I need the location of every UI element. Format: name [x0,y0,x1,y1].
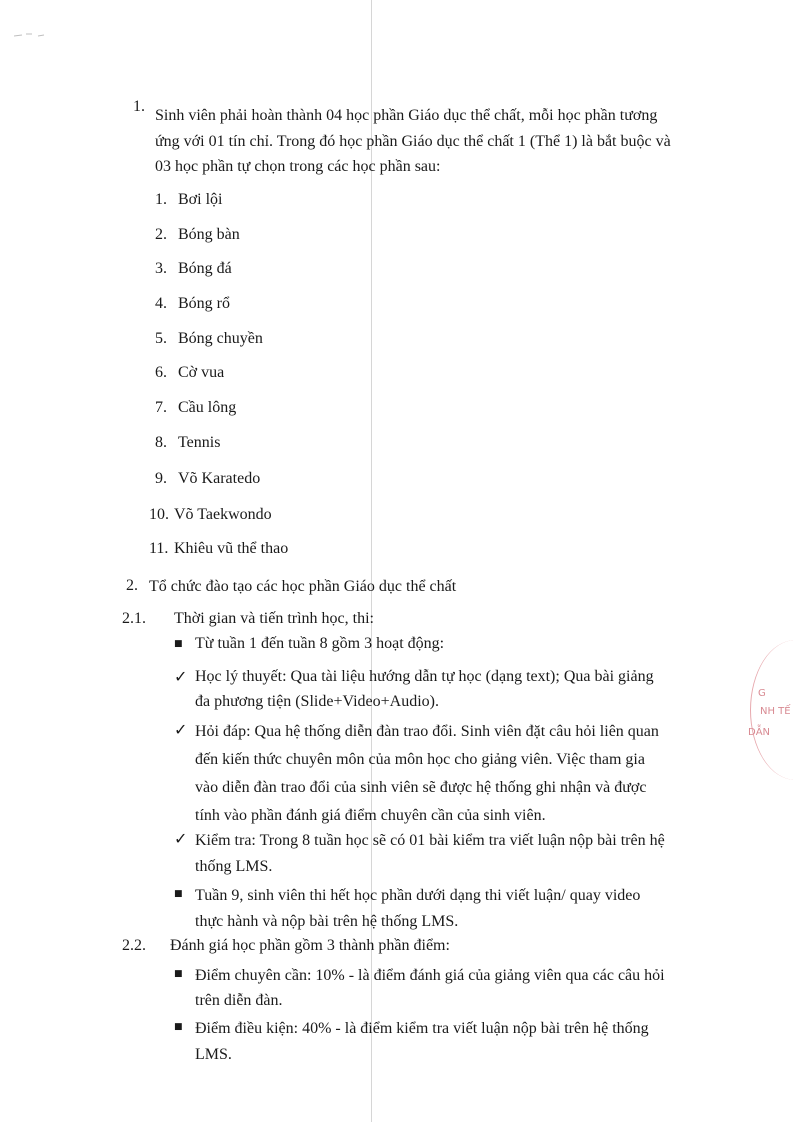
check-text: Hỏi đáp: Qua hệ thống diễn đàn trao đổi. Sinh viên đặt câu hỏi liên quan [195,723,659,740]
square-bullet-icon: ■ [174,1022,183,1032]
sport-number: 10. [149,506,169,523]
sport-number: 9. [155,470,167,487]
sport-number: 2. [155,226,167,243]
sport-item: Võ Karatedo [178,470,261,487]
sport-number: 4. [155,295,167,312]
item-1-line: 03 học phần tự chọn trong các học phần sau: [155,158,441,175]
sport-item: Võ Taekwondo [174,506,272,523]
stamp-text: DẪN [748,727,771,738]
scan-noise-mark [14,32,54,38]
sport-number: 7. [155,399,167,416]
bullet-text: Điểm điều kiện: 40% - là điểm kiểm tra viết luận nộp bài trên hệ thống [195,1020,649,1037]
check-text: Kiểm tra: Trong 8 tuần học sẽ có 01 bài kiểm tra viết luận nộp bài trên hệ [195,832,665,849]
check-text: tính vào phần đánh giá điểm chuyên cần của sinh viên. [195,807,546,824]
bullet-text: Điểm chuyên cần: 10% - là điểm đánh giá của giảng viên qua các câu hỏi [195,967,665,984]
section-2-2-title: Đánh giá học phần gồm 3 thành phần điểm: [170,937,450,954]
sport-item: Bóng chuyền [178,330,263,347]
sport-number: 8. [155,434,167,451]
checkmark-icon: ✓ [174,667,188,686]
sport-number: 5. [155,330,167,347]
item-1-number: 1. [133,98,145,115]
item-2-number: 2. [126,577,138,594]
sport-item: Bóng rổ [178,295,230,312]
sport-number: 1. [155,191,167,208]
bullet-text: LMS. [195,1046,232,1063]
square-bullet-icon: ■ [174,969,183,979]
square-bullet-icon: ■ [174,639,183,649]
check-text: vào diễn đàn trao đổi của sinh viên sẽ được hệ thống ghi nhận và được [195,779,647,796]
item-1-line: Sinh viên phải hoàn thành 04 học phần Giáo dục thể chất, mỗi học phần tương [155,107,658,124]
sport-number: 11. [149,540,169,557]
sport-item: Cầu lông [178,399,237,416]
section-2-1-title: Thời gian và tiến trình học, thi: [174,610,374,627]
section-2-2-number: 2.2. [122,937,146,954]
sport-number: 3. [155,260,167,277]
item-2-title: Tổ chức đào tạo các học phần Giáo dục thể chất [149,578,457,595]
sport-item: Bóng đá [178,260,232,277]
bullet-text: Tuần 9, sinh viên thi hết học phần dưới dạng thi viết luận/ quay video [195,887,641,904]
checkmark-icon: ✓ [174,720,188,739]
sport-item: Bơi lội [178,191,223,208]
stamp-text: NH TẾ [760,706,791,717]
sport-number: 6. [155,364,167,381]
section-2-1-number: 2.1. [122,610,146,627]
sport-item: Bóng bàn [178,226,240,243]
square-bullet-icon: ■ [174,889,183,899]
check-text: đến kiến thức chuyên môn của môn học cho giảng viên. Việc tham gia [195,751,645,768]
checkmark-icon: ✓ [174,829,188,848]
official-stamp [740,640,793,780]
bullet-text: thực hành và nộp bài trên hệ thống LMS. [195,913,459,930]
check-text: Học lý thuyết: Qua tài liệu hướng dẫn tự học (dạng text); Qua bài giảng [195,668,654,685]
sport-item: Khiêu vũ thể thao [174,540,289,557]
sport-item: Tennis [178,434,221,451]
item-1-line: ứng với 01 tín chỉ. Trong đó học phần Giáo dục thể chất 1 (Thể 1) là bắt buộc và [155,133,671,150]
check-text: đa phương tiện (Slide+Video+Audio). [195,693,439,710]
bullet-text: Từ tuần 1 đến tuần 8 gồm 3 hoạt động: [195,635,445,652]
stamp-text: G [758,688,766,699]
sport-item: Cờ vua [178,364,225,381]
bullet-text: trên diễn đàn. [195,992,283,1009]
check-text: thống LMS. [195,858,273,875]
